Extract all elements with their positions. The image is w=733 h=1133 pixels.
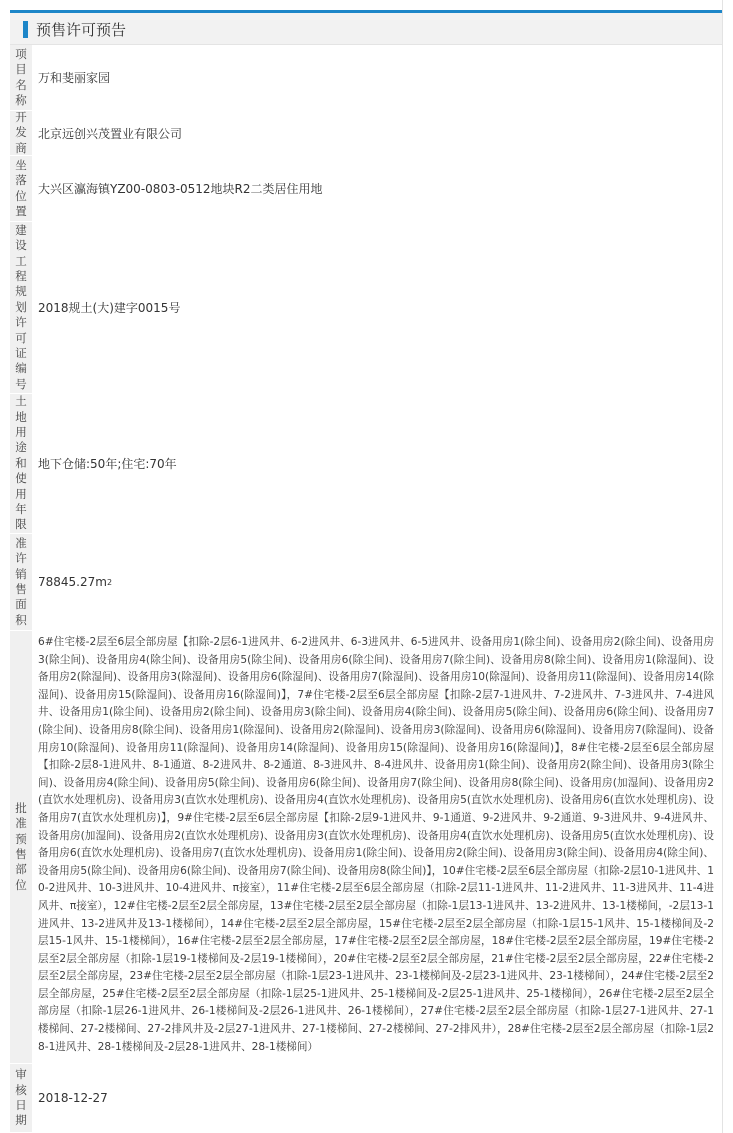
field-value: 2018规土(大)建字0015号 xyxy=(38,301,181,315)
field-value: 2018-12-27 xyxy=(38,1091,108,1105)
field-label: 建设工程规划许可证编号 xyxy=(15,222,27,391)
label-cell xyxy=(10,394,32,533)
field-label: 批准预售部位 xyxy=(15,800,27,892)
field-label: 坐落位置 xyxy=(15,157,27,218)
field-value: 78845.27m 2 xyxy=(38,575,113,589)
label-cell xyxy=(10,631,32,1063)
row-planning-permit xyxy=(10,222,722,394)
field-label: 土地用途和使用年限 xyxy=(15,394,27,532)
row-project-name xyxy=(10,45,722,111)
section-header xyxy=(10,13,722,45)
field-label: 准许销售面积 xyxy=(15,535,27,627)
row-location xyxy=(10,156,722,222)
row-permitted-area xyxy=(10,534,722,631)
label-cell xyxy=(10,1064,32,1132)
label-cell xyxy=(10,156,32,221)
field-value: 万和斐丽家园 xyxy=(38,71,111,85)
label-cell xyxy=(10,45,32,110)
label-cell xyxy=(10,534,32,630)
row-developer xyxy=(10,111,722,156)
label-cell xyxy=(10,222,32,393)
field-value: 北京远创兴茂置业有限公司 xyxy=(38,126,183,141)
field-label: 开发商 xyxy=(15,109,27,155)
field-label: 审核日期 xyxy=(15,1067,27,1128)
row-approved-units xyxy=(10,631,722,1064)
row-land-use xyxy=(10,394,722,534)
section-title: 预售许可预告 xyxy=(36,21,127,39)
field-value: 6#住宅楼-2层至6层全部房屋【扣除-2层6-1进风井、6-2进风井、6-3进风井、6-5进风井、设备用房1(除尘间)、设备用房2(除尘间)、设备用房3(除尘间)、设备用房4(除尘间)、设备用房5(除尘间)、设备用房6(除尘间)、设备用房7(除尘间)、设备用房8(除尘间)、设备用房1(除湿间)、设备用房2(除湿间)、设备用房3(除湿间)、设备用房6(除湿间)、设备用房7(除湿间)、设备用房10(除湿间)、设备用房11(除湿间)、设备用房14(除湿间)、设备用房15(除湿间)、设备用房16(除湿间)】，7#住宅楼-2层至6层全部房屋【扣除-2层7-1进风井、7-2进风井、7-3进风井、7-4进风井、设备用房1(除尘间)、设备用房2(除尘间)、设备用房3(除尘间)、设备用房4(除尘间)、设备用房5(除尘间)、设备用房6(除尘间)、设备用房7(除尘间)、设备用房8(除尘间)、设备用房1(除湿间)、设备用房2(除湿间)、设备用房3(除湿间)、设备用房6(除湿间)、设备用房7(除湿间)、设备用房10(除湿间)、设备用房11(除湿间)、设备用房14(除湿间)、设备用房15(除湿间)、设备用房16(除湿间)】，8#住宅楼-2层至6层全部房屋【扣除-2层8-1进风井、8-1通道、8-2进风井、8-2通道、8-3进风井、8-4进风井、设备用房1(除尘间)、设备用房2(除尘间)、设备用房3(除尘间)、设备用房4(除尘间)、设备用房5(除尘间)、设备用房6(除尘间)、设备用房7(除尘间)、设备用房8(除尘间)、设备用房(加湿间)、设备用房2(直饮水处理机房)、设备用房3(直饮水处理机房)、设备用房4(直饮水处理机房)、设备用房5(直饮水处理机房)、设备用房6(直饮水处理机房)、设备用房7(直饮水处理机房)】，9#住宅楼-2层至6层全部房屋【扣除-2层9-1进风井、9-1通道、9-2进风井、9-2通道、9-3进风井、9-4进风井、设备用房(加湿间)、设备用房2(直饮水处理机房)、设备用房3(直饮水处理机房)、设备用房4(直饮水处理机房)、设备用房5(直饮水处理机房)、设备用房6(直饮水处理机房)、设备用房7(直饮水处理机房)、设备用房1(除尘间)、设备用房2(除尘间)、设备用房3(除尘间)、设备用房4(除尘间)、设备用房5(除尘间)、设备用房6(除尘间)、设备用房7(除尘间)、设备用房8(除尘间)】，10#住宅楼-2层至6层全部房屋（扣除-2层10-1进风井、10-2进风井、10-3进风井、10-4进风井、π接室），11#住宅楼-2层至6层全部房屋（扣除-2层11-1进风井、11-2进风井、11-3进风井、11-4进风井、π接室），12#住宅楼-2层至2层全部房屋，13#住宅楼-2层至2层全部房屋（扣除-1层13-1进风井、13-2进风井、13-1楼梯间，-2层13-1进风井、13-2进风井及13-1楼梯间），14#住宅楼-2层至2层全部房屋，15#住宅楼-2层至2层全部房屋（扣除-1层15-1风井、15-1楼梯间及-2层15-1风井、15-1楼梯间），16#住宅楼-2层至2层全部房屋，17#住宅楼-2层至2层全部房屋，18#住宅楼-2层至2层全部房屋，19#住宅楼-2层至2层全部房屋（扣除-1层19-1楼梯间及-2层19-1楼梯间），20#住宅楼-2层至2层全部房屋，21#住宅楼-2层至2层全部房屋，22#住宅楼-2层至2层全部房屋，23#住宅楼-2层至2层全部房屋（扣除-1层23-1进风井、23-1楼梯间及-2层23-1进风井、23-1楼梯间），24#住宅楼-2层至2层全部房屋，25#住宅楼-2层至2层全部房屋（扣除-1层25-1进风井、25-1楼梯间及-2层25-1进风井、25-1楼梯间），26#住宅楼-2层至2层全部房屋（扣除-1层26-1进风井、26-1楼梯间及-2层26-1进风井、26-1楼梯间），27#住宅楼-2层至2层全部房屋（扣除-1层27-1进风井、27-1楼梯间、27-2楼梯间、27-2排风井及-2层27-1进风井、27-1楼梯间、27-2楼梯间、27-2排风井），28#住宅楼-2层至2层全部房屋（扣除-1层28-1进风井、28-1楼梯间及-2层28-1进风井、28-1楼梯间） xyxy=(38,636,715,1053)
row-review-date xyxy=(10,1064,722,1133)
field-label: 项目名称 xyxy=(15,46,27,107)
header-marker-icon xyxy=(23,21,28,38)
label-cell xyxy=(10,111,32,155)
field-value: 地下仓储:50年;住宅:70年 xyxy=(38,457,177,471)
field-value: 大兴区瀛海镇YZ00-0803-0512地块R2二类居住用地 xyxy=(38,182,323,196)
